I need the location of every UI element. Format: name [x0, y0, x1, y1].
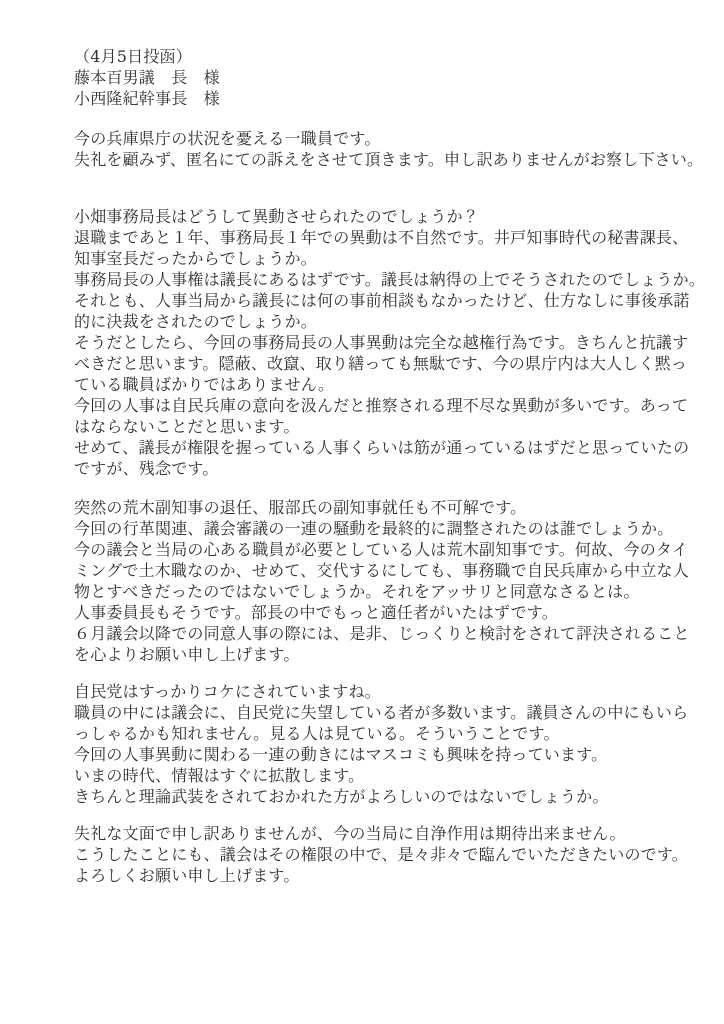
paragraph-closing [74, 823, 689, 886]
text-line: こうしたことにも、議会はその権限の中で、是々非々で臨んでいただきたいのです。 [74, 845, 689, 864]
text-line: きちんと理論武装をされておかれた方がよろしいのではないでしょうか。 [74, 787, 609, 806]
text-line: 突然の荒木副知事の退任、服部氏の副知事就任も不可解です。 [74, 498, 527, 517]
text-line: 人事委員長もそうです。部長の中でもっと適任者がいたはずです。 [74, 603, 558, 622]
text-line: 小畑事務局長はどうして異動させられたのでしょうか？ [74, 207, 480, 226]
text-line: はならないことだと思います。 [74, 417, 300, 436]
paragraph-vice-governor [74, 497, 690, 665]
text-line: べきだと思います。隠蔽、改竄、取り繕っても無駄です、今の県庁内は大人しく黙っ [74, 354, 688, 373]
text-line: 的に決裁をされたのでしょうか。 [74, 312, 318, 331]
paragraph-intro [74, 128, 704, 170]
text-line: 今の兵庫県庁の状況を憂える一職員です。 [74, 129, 381, 148]
text-line: よろしくお願い申し上げます。 [74, 866, 300, 885]
recipient-line: 小西隆紀幹事長 様 [74, 89, 220, 108]
text-line: 今回の人事は自民兵庫の意向を汲んだと推察される理不尽な異動が多いです。あって [74, 396, 689, 415]
recipient-line: 藤本百男議 長 様 [74, 68, 220, 87]
text-line: いまの時代、情報はすぐに拡散します。 [74, 766, 365, 785]
text-line: 自民党はすっかりコケにされていますね。 [74, 682, 381, 701]
text-line: それとも、人事当局から議長には何の事前相談もなかったけど、仕方なしに事後承諾 [74, 291, 690, 310]
text-line: 職員の中には議会に、自民党に失望している者が多数います。議員さんの中にもいら [74, 703, 689, 722]
text-line: 退職まであと１年、事務局長１年での異動は不自然です。井戸知事時代の秘書課長、 [74, 228, 689, 247]
text-line: っしゃるかも知れません。見る人は見ている。そういうことです。 [74, 724, 560, 743]
text-line: を心よりお願い申し上げます。 [74, 645, 300, 664]
paragraph-ldp [74, 681, 689, 807]
text-line: せめて、議長が権限を握っている人事くらいは筋が通っているはずだと思っていたの [74, 438, 690, 457]
text-line: 事務局長の人事権は議長にあるはずです。議長は納得の上でそうされたのでしょうか。 [74, 270, 706, 289]
paragraph-personnel [74, 206, 706, 479]
text-line: 失礼な文面で申し訳ありませんが、今の当局に自浄作用は期待出来ません。 [74, 824, 626, 843]
text-line: ですが、残念です。 [74, 459, 219, 478]
date-line: （4月5日投函） [74, 47, 192, 66]
text-line: ミングで土木職なのか、せめて、交代するにしても、事務職で自民兵庫から中立な人 [74, 561, 689, 580]
text-line: 知事室長だったからでしょうか。 [74, 249, 317, 268]
text-line: 今回の人事異動に関わる一連の動きにはマスコミも興味を持っています。 [74, 745, 608, 764]
text-line: そうだとしたら、今回の事務局長の人事異動は完全な越権行為です。きちんと抗議す [74, 333, 689, 352]
text-line: ている職員ばかりではありません。 [74, 375, 335, 394]
text-line: 物とすべきだったのではないでしょうか。それをアッサリと同意なさるとは。 [74, 582, 640, 601]
text-line: 今の議会と当局の心ある職員が必要としている人は荒木副知事です。何故、今のタイ [74, 540, 689, 559]
text-line: 失礼を顧みず、匿名にての訴えをさせて頂きます。申し訳ありませんがお察し下さい。 [74, 150, 704, 169]
text-line: 今回の行革関連、議会審議の一連の騒動を最終的に調整されたのは誰でしょうか。 [74, 519, 674, 538]
letter-header [74, 46, 684, 109]
text-line: ６月議会以降での同意人事の際には、是非、じっくりと検討をされて評決されること [74, 624, 690, 643]
